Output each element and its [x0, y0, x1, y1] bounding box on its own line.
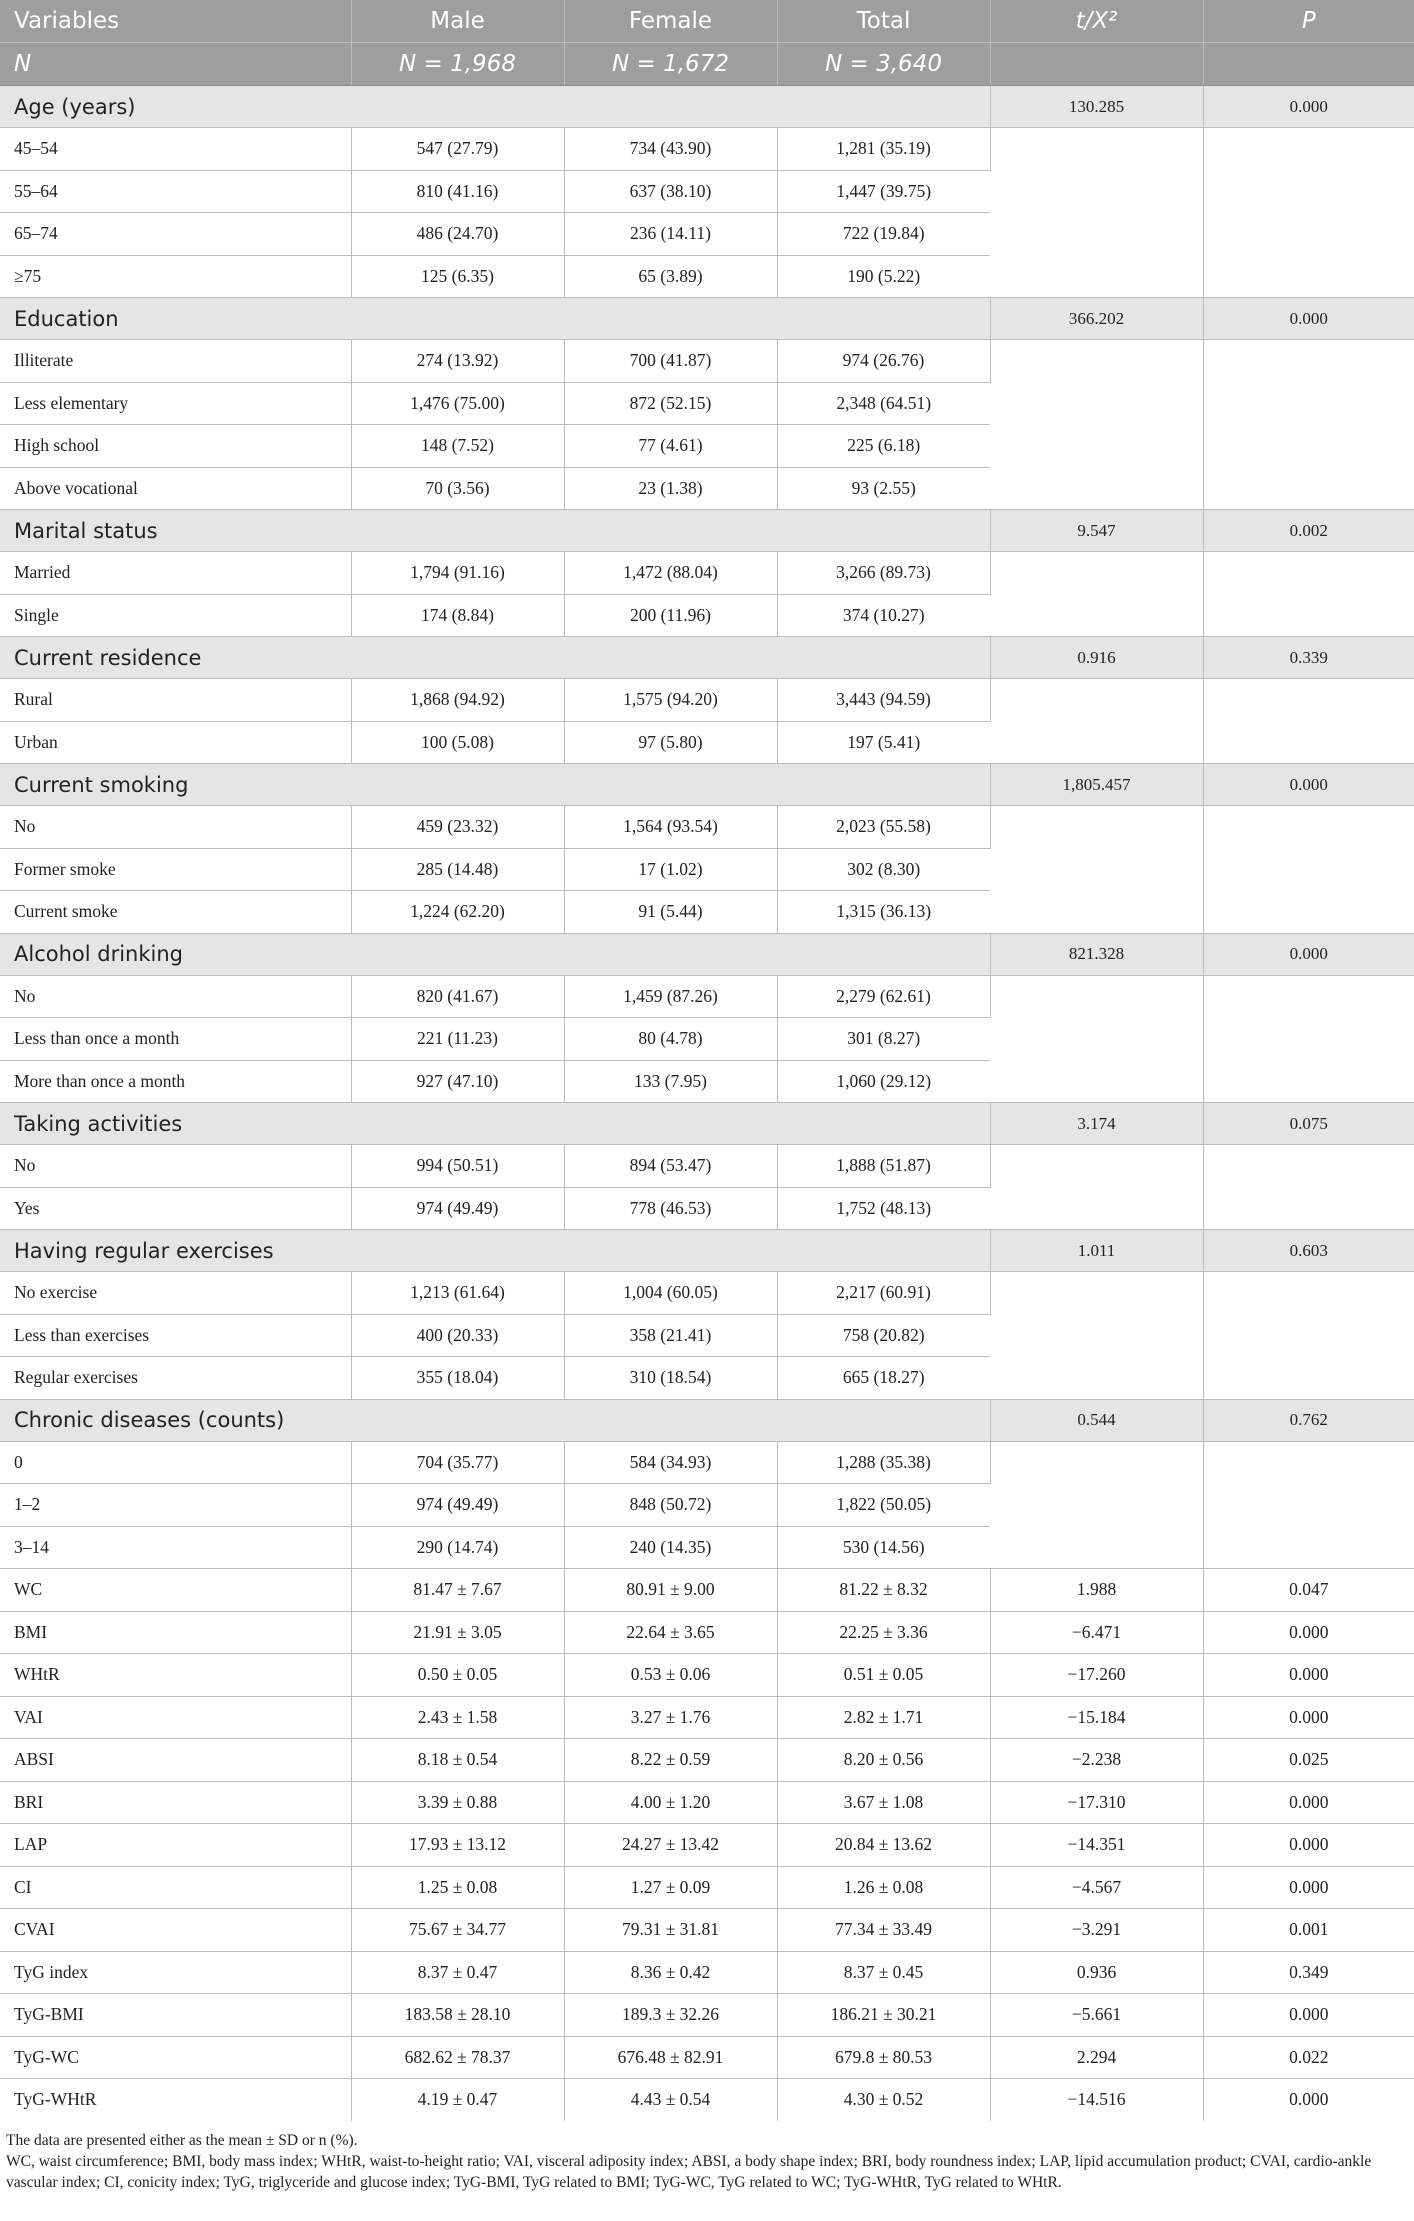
row-label: 55–64: [0, 170, 351, 213]
cell-statistic: 2.294: [990, 2036, 1203, 2079]
cell-total: 302 (8.30): [777, 848, 990, 891]
section-statistic: 1.011: [990, 1230, 1203, 1272]
cell-p-value: 0.047: [1203, 1569, 1414, 1612]
cell-statistic: −17.260: [990, 1654, 1203, 1697]
cell-female: 200 (11.96): [564, 594, 777, 637]
row-label: No: [0, 975, 351, 1018]
cell-female: 236 (14.11): [564, 213, 777, 256]
table-row: [0, 340, 1414, 383]
row-label: Illiterate: [0, 340, 351, 383]
cell-female: 17 (1.02): [564, 848, 777, 891]
cell-female: 23 (1.38): [564, 467, 777, 510]
row-label: ≥75: [0, 255, 351, 298]
row-label: Rural: [0, 679, 351, 722]
cell-p-empty: [1203, 128, 1414, 298]
row-label: Regular exercises: [0, 1357, 351, 1400]
cell-total: 758 (20.82): [777, 1314, 990, 1357]
cell-total: 2,279 (62.61): [777, 975, 990, 1018]
cell-p-value: 0.000: [1203, 1611, 1414, 1654]
cell-male: 459 (23.32): [351, 806, 564, 849]
cell-female: 700 (41.87): [564, 340, 777, 383]
section-statistic: 3.174: [990, 1103, 1203, 1145]
section-label: Taking activities: [0, 1103, 990, 1145]
section-statistic: 0.916: [990, 637, 1203, 679]
cell-male: 274 (13.92): [351, 340, 564, 383]
cell-p-value: 0.025: [1203, 1739, 1414, 1782]
cell-female: 97 (5.80): [564, 721, 777, 764]
cell-female: 1,575 (94.20): [564, 679, 777, 722]
cell-female: 1,472 (88.04): [564, 552, 777, 595]
table-row: [0, 1272, 1414, 1315]
table-footnotes: [6, 2130, 1410, 2193]
section-header-row: [0, 1399, 1414, 1441]
cell-male: 8.37 ± 0.47: [351, 1951, 564, 1994]
table-row: [0, 1781, 1414, 1824]
cell-statistic-empty: [990, 1145, 1203, 1230]
cell-male: 174 (8.84): [351, 594, 564, 637]
table-row: [0, 1866, 1414, 1909]
cell-total: 197 (5.41): [777, 721, 990, 764]
cell-p-value: 0.349: [1203, 1951, 1414, 1994]
row-label: CI: [0, 1866, 351, 1909]
section-header-row: [0, 298, 1414, 340]
row-label: ABSI: [0, 1739, 351, 1782]
cell-female: 77 (4.61): [564, 425, 777, 468]
cell-female: 189.3 ± 32.26: [564, 1994, 777, 2037]
cell-male: 994 (50.51): [351, 1145, 564, 1188]
cell-total: 2,348 (64.51): [777, 382, 990, 425]
row-label: Less than exercises: [0, 1314, 351, 1357]
cell-total: 530 (14.56): [777, 1526, 990, 1569]
cell-total: 81.22 ± 8.32: [777, 1569, 990, 1612]
header-total: Total: [777, 0, 990, 43]
header-n-male: N = 1,968: [351, 43, 564, 86]
cell-male: 1,213 (61.64): [351, 1272, 564, 1315]
cell-total: 3.67 ± 1.08: [777, 1781, 990, 1824]
cell-female: 240 (14.35): [564, 1526, 777, 1569]
cell-female: 4.00 ± 1.20: [564, 1781, 777, 1824]
cell-p-empty: [1203, 1145, 1414, 1230]
section-label: Education: [0, 298, 990, 340]
cell-statistic: 0.936: [990, 1951, 1203, 1994]
cell-female: 3.27 ± 1.76: [564, 1696, 777, 1739]
cell-male: 81.47 ± 7.67: [351, 1569, 564, 1612]
cell-female: 1,004 (60.05): [564, 1272, 777, 1315]
table-row: [0, 1696, 1414, 1739]
cell-male: 221 (11.23): [351, 1018, 564, 1061]
cell-total: 20.84 ± 13.62: [777, 1824, 990, 1867]
section-statistic: 0.544: [990, 1399, 1203, 1441]
cell-female: 8.36 ± 0.42: [564, 1951, 777, 1994]
cell-p-value: 0.000: [1203, 1824, 1414, 1867]
cell-female: 637 (38.10): [564, 170, 777, 213]
row-label: Less elementary: [0, 382, 351, 425]
cell-total: 3,266 (89.73): [777, 552, 990, 595]
cell-female: 584 (34.93): [564, 1441, 777, 1484]
header-n-total: N = 3,640: [777, 43, 990, 86]
cell-male: 682.62 ± 78.37: [351, 2036, 564, 2079]
cell-female: 0.53 ± 0.06: [564, 1654, 777, 1697]
cell-male: 704 (35.77): [351, 1441, 564, 1484]
cell-total: 0.51 ± 0.05: [777, 1654, 990, 1697]
table-row: [0, 1145, 1414, 1188]
row-label: Former smoke: [0, 848, 351, 891]
footnote-data-format: The data are presented either as the mean ± SD or n (%).: [6, 2132, 358, 2149]
row-label: More than once a month: [0, 1060, 351, 1103]
cell-female: 734 (43.90): [564, 128, 777, 171]
row-label: Above vocational: [0, 467, 351, 510]
cell-total: 8.20 ± 0.56: [777, 1739, 990, 1782]
cell-total: 1,888 (51.87): [777, 1145, 990, 1188]
cell-statistic: 1.988: [990, 1569, 1203, 1612]
cell-male: 125 (6.35): [351, 255, 564, 298]
cell-male: 810 (41.16): [351, 170, 564, 213]
cell-male: 100 (5.08): [351, 721, 564, 764]
cell-female: 358 (21.41): [564, 1314, 777, 1357]
cell-p-empty: [1203, 552, 1414, 637]
row-label: 3–14: [0, 1526, 351, 1569]
header-p: P: [1203, 0, 1414, 43]
cell-total: 374 (10.27): [777, 594, 990, 637]
row-label: Married: [0, 552, 351, 595]
section-p-value: 0.603: [1203, 1230, 1414, 1272]
section-statistic: 821.328: [990, 933, 1203, 975]
section-header-row: [0, 510, 1414, 552]
cell-female: 24.27 ± 13.42: [564, 1824, 777, 1867]
cell-statistic-empty: [990, 552, 1203, 637]
header-n-female: N = 1,672: [564, 43, 777, 86]
row-label: No: [0, 1145, 351, 1188]
cell-total: 4.30 ± 0.52: [777, 2079, 990, 2121]
section-label: Age (years): [0, 86, 990, 128]
cell-male: 285 (14.48): [351, 848, 564, 891]
cell-total: 190 (5.22): [777, 255, 990, 298]
row-label: TyG-BMI: [0, 1994, 351, 2037]
cell-statistic: −6.471: [990, 1611, 1203, 1654]
cell-statistic-empty: [990, 679, 1203, 764]
cell-p-empty: [1203, 1441, 1414, 1569]
cell-female: 894 (53.47): [564, 1145, 777, 1188]
cell-total: 225 (6.18): [777, 425, 990, 468]
cell-female: 79.31 ± 31.81: [564, 1909, 777, 1952]
cell-p-empty: [1203, 679, 1414, 764]
cell-statistic: −3.291: [990, 1909, 1203, 1952]
cell-total: 974 (26.76): [777, 340, 990, 383]
section-header-row: [0, 86, 1414, 128]
cell-male: 2.43 ± 1.58: [351, 1696, 564, 1739]
cell-total: 8.37 ± 0.45: [777, 1951, 990, 1994]
cell-total: 1,281 (35.19): [777, 128, 990, 171]
header-row: [0, 0, 1414, 43]
section-label: Having regular exercises: [0, 1230, 990, 1272]
cell-male: 974 (49.49): [351, 1484, 564, 1527]
section-header-row: [0, 764, 1414, 806]
row-label: WC: [0, 1569, 351, 1612]
cell-total: 1,060 (29.12): [777, 1060, 990, 1103]
cell-total: 301 (8.27): [777, 1018, 990, 1061]
cell-male: 1,794 (91.16): [351, 552, 564, 595]
section-label: Marital status: [0, 510, 990, 552]
cell-total: 1,447 (39.75): [777, 170, 990, 213]
cell-total: 1,288 (35.38): [777, 1441, 990, 1484]
table-row: [0, 1569, 1414, 1612]
section-label: Current residence: [0, 637, 990, 679]
cell-male: 547 (27.79): [351, 128, 564, 171]
row-label: 1–2: [0, 1484, 351, 1527]
section-p-value: 0.075: [1203, 1103, 1414, 1145]
cell-total: 1,315 (36.13): [777, 891, 990, 934]
cell-statistic: −17.310: [990, 1781, 1203, 1824]
row-label: Single: [0, 594, 351, 637]
cell-statistic-empty: [990, 975, 1203, 1103]
cell-p-empty: [1203, 806, 1414, 934]
row-label: VAI: [0, 1696, 351, 1739]
cell-total: 3,443 (94.59): [777, 679, 990, 722]
cell-total: 22.25 ± 3.36: [777, 1611, 990, 1654]
cell-female: 80.91 ± 9.00: [564, 1569, 777, 1612]
cell-male: 1,868 (94.92): [351, 679, 564, 722]
cell-statistic: −14.351: [990, 1824, 1203, 1867]
section-label: Alcohol drinking: [0, 933, 990, 975]
cell-total: 1,752 (48.13): [777, 1187, 990, 1230]
table-body: [0, 86, 1414, 2121]
cell-p-value: 0.022: [1203, 2036, 1414, 2079]
table-row: [0, 1654, 1414, 1697]
table-row: [0, 2036, 1414, 2079]
cell-total: 77.34 ± 33.49: [777, 1909, 990, 1952]
table-row: [0, 1739, 1414, 1782]
section-header-row: [0, 933, 1414, 975]
row-label: TyG index: [0, 1951, 351, 1994]
row-label: WHtR: [0, 1654, 351, 1697]
section-p-value: 0.000: [1203, 298, 1414, 340]
cell-p-empty: [1203, 975, 1414, 1103]
header-variables: Variables: [0, 0, 351, 43]
section-p-value: 0.000: [1203, 933, 1414, 975]
cell-female: 310 (18.54): [564, 1357, 777, 1400]
cell-male: 3.39 ± 0.88: [351, 1781, 564, 1824]
row-label: Current smoke: [0, 891, 351, 934]
cell-male: 0.50 ± 0.05: [351, 1654, 564, 1697]
table-row: [0, 1909, 1414, 1952]
row-label: BMI: [0, 1611, 351, 1654]
cell-p-value: 0.001: [1203, 1909, 1414, 1952]
cell-female: 848 (50.72): [564, 1484, 777, 1527]
row-label: BRI: [0, 1781, 351, 1824]
cell-male: 1,224 (62.20): [351, 891, 564, 934]
header-statistic: t/X²: [990, 0, 1203, 43]
cell-female: 133 (7.95): [564, 1060, 777, 1103]
table-row: [0, 1951, 1414, 1994]
cell-total: 722 (19.84): [777, 213, 990, 256]
cell-statistic-empty: [990, 806, 1203, 934]
table-header: [0, 0, 1414, 86]
cell-female: 8.22 ± 0.59: [564, 1739, 777, 1782]
header-n-p: [1203, 43, 1414, 86]
cell-female: 22.64 ± 3.65: [564, 1611, 777, 1654]
cell-p-empty: [1203, 1272, 1414, 1400]
row-label: TyG-WC: [0, 2036, 351, 2079]
section-statistic: 9.547: [990, 510, 1203, 552]
cell-female: 872 (52.15): [564, 382, 777, 425]
cell-male: 927 (47.10): [351, 1060, 564, 1103]
cell-female: 91 (5.44): [564, 891, 777, 934]
cell-total: 2,217 (60.91): [777, 1272, 990, 1315]
row-label: Less than once a month: [0, 1018, 351, 1061]
cell-statistic: −15.184: [990, 1696, 1203, 1739]
cell-statistic: −5.661: [990, 1994, 1203, 2037]
cell-male: 8.18 ± 0.54: [351, 1739, 564, 1782]
cell-male: 148 (7.52): [351, 425, 564, 468]
cell-female: 1,564 (93.54): [564, 806, 777, 849]
row-label: TyG-WHtR: [0, 2079, 351, 2121]
cell-male: 1.25 ± 0.08: [351, 1866, 564, 1909]
section-p-value: 0.002: [1203, 510, 1414, 552]
cell-male: 17.93 ± 13.12: [351, 1824, 564, 1867]
cell-male: 290 (14.74): [351, 1526, 564, 1569]
cell-male: 1,476 (75.00): [351, 382, 564, 425]
section-label: Chronic diseases (counts): [0, 1399, 990, 1441]
row-label: LAP: [0, 1824, 351, 1867]
cell-p-value: 0.000: [1203, 2079, 1414, 2121]
cell-p-value: 0.000: [1203, 1866, 1414, 1909]
row-label: Yes: [0, 1187, 351, 1230]
cell-statistic-empty: [990, 128, 1203, 298]
section-header-row: [0, 1103, 1414, 1145]
cell-p-empty: [1203, 340, 1414, 510]
cell-female: 65 (3.89): [564, 255, 777, 298]
cell-female: 1.27 ± 0.09: [564, 1866, 777, 1909]
cell-statistic-empty: [990, 1272, 1203, 1400]
table-row: [0, 1441, 1414, 1484]
cell-total: 2.82 ± 1.71: [777, 1696, 990, 1739]
row-label: High school: [0, 425, 351, 468]
header-n-row: [0, 43, 1414, 86]
table-row: [0, 1824, 1414, 1867]
section-p-value: 0.000: [1203, 764, 1414, 806]
section-statistic: 130.285: [990, 86, 1203, 128]
cell-p-value: 0.000: [1203, 1696, 1414, 1739]
section-p-value: 0.762: [1203, 1399, 1414, 1441]
table-row: [0, 1611, 1414, 1654]
cell-total: 2,023 (55.58): [777, 806, 990, 849]
cell-statistic-empty: [990, 1441, 1203, 1569]
section-p-value: 0.000: [1203, 86, 1414, 128]
footnote-abbreviations: WC, waist circumference; BMI, body mass index; WHtR, waist-to-height ratio; VAI, visceral adiposity index; ABSI, a body shape index; BRI, body roundness index; LAP, lipid accumulation product; CVAI, cardio-ankle vascular index; CI, conicity index; TyG, triglyceride and glucose index; TyG-BMI, TyG related to BMI; TyG-WC, TyG related to WC; TyG-WHtR, TyG related to WHtR.: [6, 2153, 1372, 2191]
header-female: Female: [564, 0, 777, 43]
cell-male: 820 (41.67): [351, 975, 564, 1018]
cell-male: 75.67 ± 34.77: [351, 1909, 564, 1952]
section-header-row: [0, 1230, 1414, 1272]
cell-male: 4.19 ± 0.47: [351, 2079, 564, 2121]
header-n-statistic: [990, 43, 1203, 86]
cell-p-value: 0.000: [1203, 1994, 1414, 2037]
cell-statistic: −4.567: [990, 1866, 1203, 1909]
cell-p-value: 0.000: [1203, 1654, 1414, 1697]
section-p-value: 0.339: [1203, 637, 1414, 679]
cell-female: 4.43 ± 0.54: [564, 2079, 777, 2121]
cell-female: 80 (4.78): [564, 1018, 777, 1061]
header-male: Male: [351, 0, 564, 43]
table-row: [0, 552, 1414, 595]
cell-total: 679.8 ± 80.53: [777, 2036, 990, 2079]
section-statistic: 366.202: [990, 298, 1203, 340]
table-row: [0, 975, 1414, 1018]
cell-total: 1.26 ± 0.08: [777, 1866, 990, 1909]
cell-total: 1,822 (50.05): [777, 1484, 990, 1527]
cell-male: 70 (3.56): [351, 467, 564, 510]
section-header-row: [0, 637, 1414, 679]
cell-p-value: 0.000: [1203, 1781, 1414, 1824]
row-label: 65–74: [0, 213, 351, 256]
cell-male: 486 (24.70): [351, 213, 564, 256]
cell-total: 186.21 ± 30.21: [777, 1994, 990, 2037]
row-label: Urban: [0, 721, 351, 764]
row-label: 0: [0, 1441, 351, 1484]
row-label: 45–54: [0, 128, 351, 171]
cell-statistic-empty: [990, 340, 1203, 510]
table-row: [0, 1994, 1414, 2037]
table-row: [0, 128, 1414, 171]
section-label: Current smoking: [0, 764, 990, 806]
cell-female: 778 (46.53): [564, 1187, 777, 1230]
table-row: [0, 679, 1414, 722]
row-label: No: [0, 806, 351, 849]
cell-total: 665 (18.27): [777, 1357, 990, 1400]
row-label: No exercise: [0, 1272, 351, 1315]
cell-female: 1,459 (87.26): [564, 975, 777, 1018]
cell-total: 93 (2.55): [777, 467, 990, 510]
cell-male: 183.58 ± 28.10: [351, 1994, 564, 2037]
row-label: CVAI: [0, 1909, 351, 1952]
section-statistic: 1,805.457: [990, 764, 1203, 806]
table-row: [0, 2079, 1414, 2121]
cell-male: 974 (49.49): [351, 1187, 564, 1230]
cell-female: 676.48 ± 82.91: [564, 2036, 777, 2079]
cell-male: 355 (18.04): [351, 1357, 564, 1400]
table-row: [0, 806, 1414, 849]
header-n-label: N: [0, 43, 351, 86]
cell-male: 400 (20.33): [351, 1314, 564, 1357]
cell-statistic: −2.238: [990, 1739, 1203, 1782]
cell-statistic: −14.516: [990, 2079, 1203, 2121]
cell-male: 21.91 ± 3.05: [351, 1611, 564, 1654]
